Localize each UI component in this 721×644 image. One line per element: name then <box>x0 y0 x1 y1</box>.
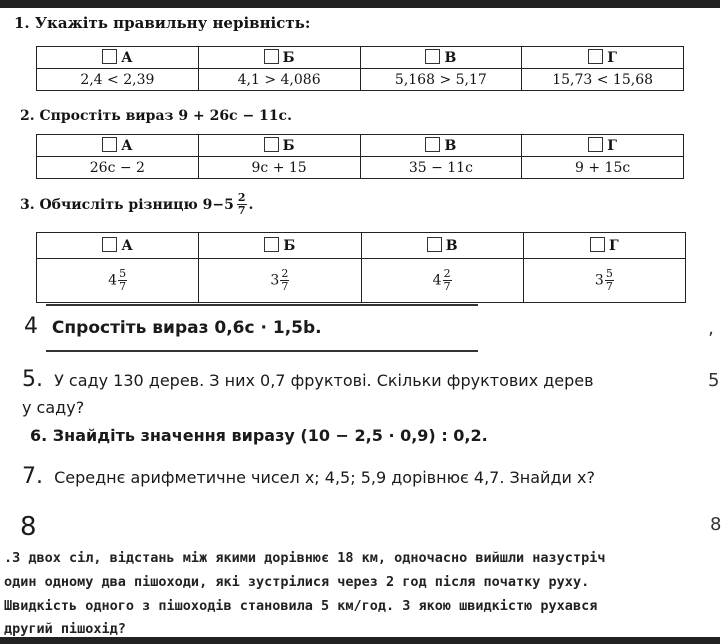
question-5: 5. У саду 130 дерев. З них 0,7 фруктові. Скільки фруктових дерев <box>22 367 594 392</box>
option-value-a: 4 $\frac{5}{7}$ <box>37 259 199 303</box>
question-2: 2. Спростіть вираз 9 + 26c − 11c. <box>20 108 292 124</box>
question-7: 7. Середнє арифметичне чисел x; 4,5; 5,9 дорівнює 4,7. Знайди x? <box>22 464 595 489</box>
divider-line <box>46 304 478 306</box>
checkbox-icon[interactable] <box>102 137 117 152</box>
edge-mark: 8 <box>710 514 721 535</box>
option-value-v: 5,168 > 5,17 <box>360 69 522 91</box>
option-header-b[interactable]: Б <box>198 135 360 157</box>
edge-mark: 5 <box>708 370 720 391</box>
option-header-v[interactable]: В <box>360 47 522 69</box>
option-header-v[interactable]: В <box>361 233 523 259</box>
option-value-v: 4 $\frac{2}{7}$ <box>361 259 523 303</box>
checkbox-icon[interactable] <box>264 49 279 64</box>
answer-table-2 <box>36 134 684 179</box>
divider-line <box>46 350 478 352</box>
option-value-a: 26c − 2 <box>37 157 199 179</box>
option-value-a: 2,4 < 2,39 <box>37 69 199 91</box>
option-header-a[interactable]: А <box>37 47 199 69</box>
checkbox-icon[interactable] <box>425 49 440 64</box>
checkbox-icon[interactable] <box>264 237 279 252</box>
checkbox-icon[interactable] <box>427 237 442 252</box>
checkbox-icon[interactable] <box>102 237 117 252</box>
edge-mark: ‚ <box>708 318 714 339</box>
question-3: 3. Обчисліть різницю 9−5 $\frac{2}{7}$ . <box>20 191 254 217</box>
question-8-line-2: один одному два пішоходи, які зустрілися через 2 год після початку руху. <box>4 574 590 590</box>
option-header-a[interactable]: А <box>37 135 199 157</box>
checkbox-icon[interactable] <box>588 137 603 152</box>
question-6: 6. Знайдіть значення виразу (10 − 2,5 · 0,9) : 0,2. <box>30 426 488 445</box>
option-header-g[interactable]: Г <box>522 47 684 69</box>
question-8-number: 8 <box>20 512 37 542</box>
option-header-g[interactable]: Г <box>523 233 685 259</box>
checkbox-icon[interactable] <box>590 237 605 252</box>
question-5-continued: у саду? <box>22 398 85 417</box>
bottom-dark-band <box>0 637 720 644</box>
option-header-b[interactable]: Б <box>198 47 360 69</box>
top-dark-band <box>0 0 720 8</box>
option-value-g: 15,73 < 15,68 <box>522 69 684 91</box>
checkbox-icon[interactable] <box>425 137 440 152</box>
option-value-b: 9c + 15 <box>198 157 360 179</box>
checkbox-icon[interactable] <box>102 49 117 64</box>
question-1: 1. Укажіть правильну нерівність: <box>14 14 311 32</box>
question-8-line-4: другий пішохід? <box>4 621 126 637</box>
option-header-a[interactable]: А <box>37 233 199 259</box>
checkbox-icon[interactable] <box>588 49 603 64</box>
option-value-g: 9 + 15c <box>522 157 684 179</box>
option-header-v[interactable]: В <box>360 135 522 157</box>
question-8-line-1: .З двох сіл, відстань між якими дорівнює 18 км, одночасно вийшли назустріч <box>4 550 606 566</box>
question-3-fraction: $\frac{2}{7}$ <box>237 191 246 217</box>
question-8-line-3: Швидкість одного з пішоходів становила 5 км/год. З якою швидкістю рухався <box>4 598 598 614</box>
option-header-g[interactable]: Г <box>522 135 684 157</box>
option-value-b: 3 $\frac{2}{7}$ <box>199 259 361 303</box>
answer-table-1 <box>36 46 684 91</box>
option-value-b: 4,1 > 4,086 <box>198 69 360 91</box>
option-value-g: 3 $\frac{5}{7}$ <box>523 259 685 303</box>
option-value-v: 35 − 11c <box>360 157 522 179</box>
question-4: 4 Спростіть вираз 0,6c · 1,5b. <box>24 314 322 339</box>
checkbox-icon[interactable] <box>264 137 279 152</box>
option-header-b[interactable]: Б <box>199 233 361 259</box>
answer-table-3 <box>36 232 686 303</box>
